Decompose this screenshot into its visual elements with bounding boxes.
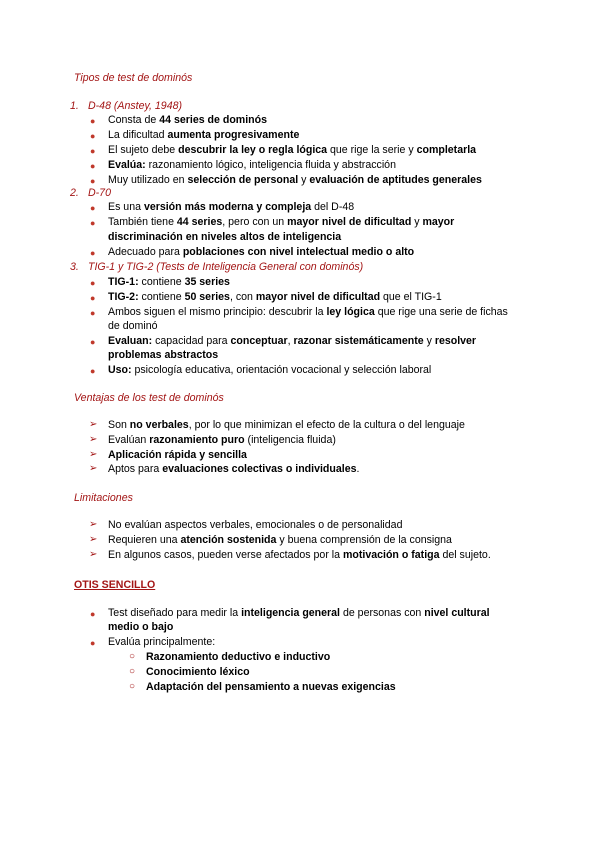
list-item: Evalúa: razonamiento lógico, inteligencia fluida y abstracción <box>108 159 396 171</box>
bullet-icon: ● <box>90 248 96 258</box>
list-item: Adecuado para poblaciones con nivel intelectual medio o alto <box>108 246 415 258</box>
bullet-icon: ● <box>90 337 96 347</box>
list-item: TIG-1: contiene 35 series <box>108 276 230 288</box>
limitaciones-heading: Limitaciones <box>74 492 133 504</box>
arrow-bullet-icon: ➢ <box>89 463 98 474</box>
list-item: TIG-2: contiene 50 series, con mayor nivel de dificultad que el TIG-1 <box>108 291 442 303</box>
circle-bullet-icon: ○ <box>129 666 136 677</box>
bullet-icon: ● <box>90 293 96 303</box>
list-item: Aptos para evaluaciones colectivas o individuales. <box>108 463 360 475</box>
bullet-icon: ● <box>90 366 96 376</box>
arrow-bullet-icon: ➢ <box>89 434 98 445</box>
arrow-bullet-icon: ➢ <box>89 534 98 545</box>
bullet-icon: ● <box>90 638 96 648</box>
list-item: Son no verbales, por lo que minimizan el efecto de la cultura o del lenguaje <box>108 419 465 431</box>
list-item-continuation: discriminación en niveles altos de inteligencia <box>108 231 342 243</box>
bullet-icon: ● <box>90 278 96 288</box>
ventajas-heading: Ventajas de los test de dominós <box>74 392 224 404</box>
arrow-bullet-icon: ➢ <box>89 419 98 430</box>
list-item: Es una versión más moderna y compleja del D-48 <box>108 201 355 213</box>
test-2-name: D-70 <box>88 187 111 199</box>
bullet-icon: ● <box>90 176 96 186</box>
list-item: Evalúan razonamiento puro (inteligencia fluida) <box>108 434 336 446</box>
sub-list-item: Adaptación del pensamiento a nuevas exigencias <box>146 681 396 693</box>
bullet-icon: ● <box>90 116 96 126</box>
test-1-name: D-48 (Anstey, 1948) <box>88 100 183 112</box>
list-item: Uso: psicología educativa, orientación vocacional y selección laboral <box>108 364 432 376</box>
arrow-bullet-icon: ➢ <box>89 449 98 460</box>
otis-title: OTIS SENCILLO <box>74 579 156 591</box>
test-2-number: 2. <box>70 187 79 199</box>
list-item: También tiene 44 series, pero con un mayor nivel de dificultad y mayor <box>108 216 455 228</box>
arrow-bullet-icon: ➢ <box>89 519 98 530</box>
test-1-number: 1. <box>70 100 79 112</box>
list-item: En algunos casos, pueden verse afectados por la motivación o fatiga del sujeto. <box>108 549 491 561</box>
list-item: Consta de 44 series de dominós <box>108 114 267 126</box>
bullet-icon: ● <box>90 218 96 228</box>
list-item: Aplicación rápida y sencilla <box>108 449 247 461</box>
list-item-continuation: problemas abstractos <box>108 349 219 361</box>
bullet-icon: ● <box>90 161 96 171</box>
list-item: La dificultad aumenta progresivamente <box>108 129 300 141</box>
test-3-name: TIG-1 y TIG-2 (Tests de Inteligencia General con dominós) <box>88 261 364 273</box>
bullet-icon: ● <box>90 203 96 213</box>
sub-list-item: Razonamiento deductivo e inductivo <box>146 651 331 663</box>
tipos-heading: Tipos de test de dominós <box>74 72 193 84</box>
arrow-bullet-icon: ➢ <box>89 549 98 560</box>
list-item-continuation: de dominó <box>108 320 158 332</box>
circle-bullet-icon: ○ <box>129 681 136 692</box>
list-item: El sujeto debe descubrir la ley o regla lógica que rige la serie y completarla <box>108 144 477 156</box>
bullet-icon: ● <box>90 609 96 619</box>
list-item-continuation: medio o bajo <box>108 621 174 633</box>
sub-list-item: Conocimiento léxico <box>146 666 250 678</box>
list-item: Evaluan: capacidad para conceptuar, razonar sistemáticamente y resolver <box>108 335 477 347</box>
bullet-icon: ● <box>90 146 96 156</box>
list-item: No evalúan aspectos verbales, emocionales o de personalidad <box>108 519 403 531</box>
list-item: Ambos siguen el mismo principio: descubrir la ley lógica que rige una serie de fichas <box>108 306 508 318</box>
circle-bullet-icon: ○ <box>129 651 136 662</box>
list-item: Test diseñado para medir la inteligencia general de personas con nivel cultural <box>108 607 490 619</box>
list-item: Requieren una atención sostenida y buena comprensión de la consigna <box>108 534 452 546</box>
test-3-number: 3. <box>70 261 79 273</box>
bullet-icon: ● <box>90 131 96 141</box>
list-item: Muy utilizado en selección de personal y evaluación de aptitudes generales <box>108 174 482 186</box>
bullet-icon: ● <box>90 308 96 318</box>
list-item: Evalúa principalmente: <box>108 636 216 648</box>
